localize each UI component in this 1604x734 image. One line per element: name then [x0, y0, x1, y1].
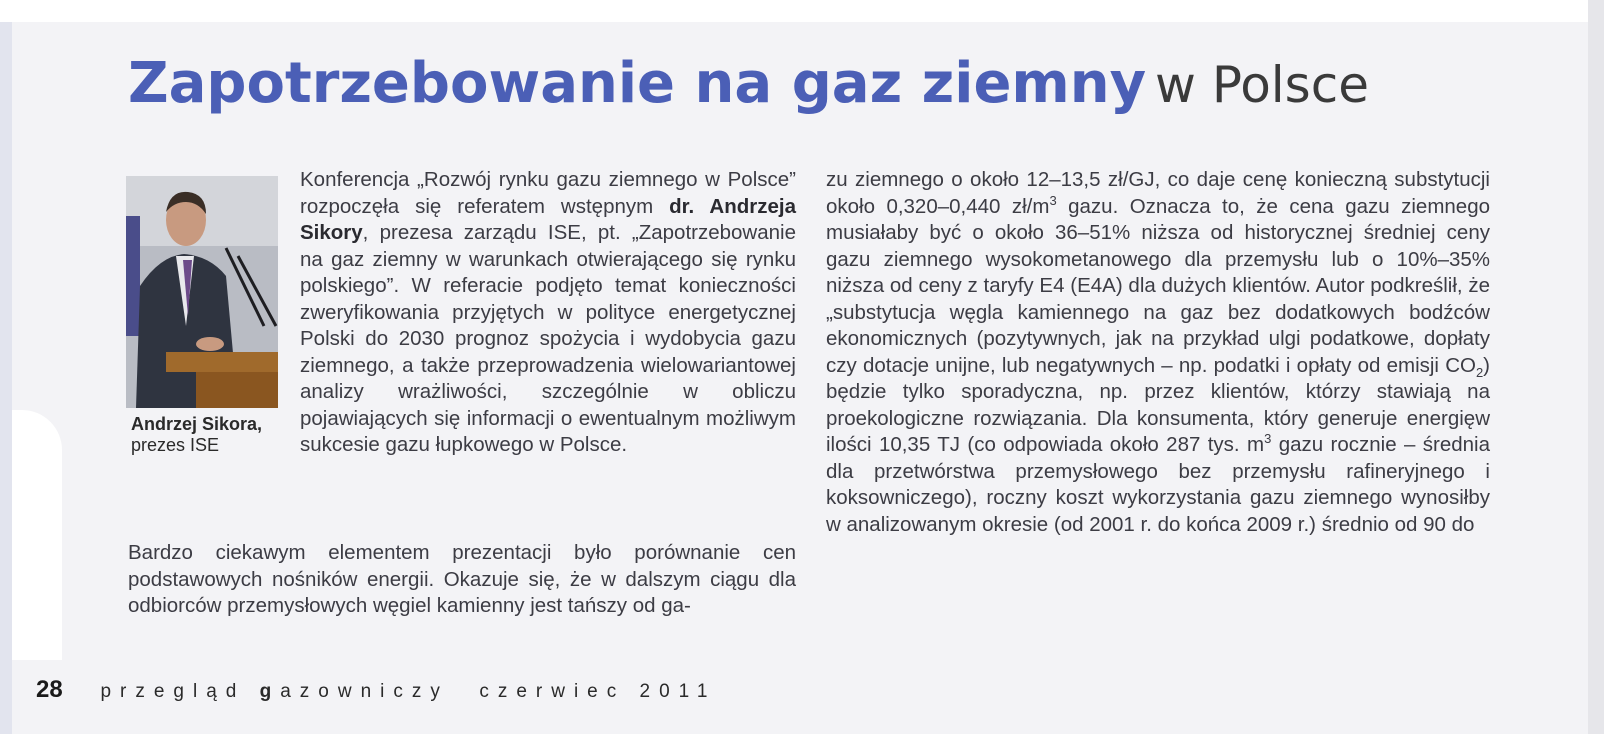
page-corner-shape: [12, 410, 62, 660]
photo-caption: [131, 414, 281, 456]
speaker-photo: [126, 176, 278, 408]
article-title: [128, 51, 1369, 116]
caption-role: prezes ISE: [131, 435, 220, 455]
issue-date: czerwiec 2011: [479, 681, 717, 702]
superscript-3b: 3: [1264, 431, 1272, 447]
binding-edge: [0, 22, 12, 734]
magazine-name-part1: przegląd: [100, 681, 260, 702]
subscript-2: 2: [1475, 364, 1484, 380]
paragraph-2-text: Bardzo ciekawym elementem prezentacji było porównanie cen podstawowych nośników energii. Okazuje się, że w dalszym ciągu dla odbiorców przemysłowych węgiel kamienny jest tańszy od ga-: [128, 541, 796, 617]
top-margin: [0, 0, 1604, 22]
magazine-name-g: g: [259, 681, 281, 702]
intro-text-1: Konferencja „Rozwój rynku gazu ziemnego w Polsce” rozpoczęła się referatem wstępnym: [300, 168, 796, 218]
col2-text-4: gazu rocznie – średnia dla przetwórstwa przemysłowego bez przemysłu rafineryjnego i koksowniczego), roczny koszt wykorzystania gazu ziemnego wynosiłby w analizowanym okresie (od 2001 r. do końca 2009 r.) średnio od 90 do: [826, 433, 1490, 536]
title-bold-part: Zapotrzebowanie na gaz ziemny: [128, 51, 1147, 116]
intro-text-2: , prezesa zarządu ISE, pt. „Zapotrzebowanie na gaz ziemny w warunkach otwierającego się rynku polskiego”. W referacie podjęto temat konieczności zweryfikowania przyjętych w polityce energetycznej Polski do 2030 prognoz spożycia i wydobycia gazu ziemnego, a także przeprowadzenia wielowariantowej analizy wrażliwości, szczególnie w obliczu pojawiających się informacji o ewentualnym możliwym sukcesie gazu łupkowego w Polsce.: [300, 221, 796, 456]
col2-text-3: ) będzie tylko sporadyczna, np. przez klientów, którzy stawiają na proekologiczne rozwiązania. Dla konsumenta, który generuje energięw ilości 10,35 TJ (co odpowiada około 287 tys. m: [826, 353, 1490, 456]
col2-text-2: gazu. Oznacza to, że cena gazu ziemnego musiałaby być o około 36–51% niższa od historycznej średniej ceny gazu ziemnego wysokometanowego dla przemysłu lub o 10%–35% niższa od ceny z taryfy E4 (E4A) dla dużych klientów. Autor podkreślił, że „substytucja węgla kamiennego na gaz bez dodatkowych bodźców ekonomicznych (pozytywnych, jak na przykład ulgi podatkowe, dopłaty czy dotacje unijne, lub negatywnych – np. podatki i opłaty od emisji CO: [826, 194, 1490, 377]
title-light-part: w Polsce: [1155, 56, 1369, 114]
second-paragraph: [128, 540, 796, 620]
intro-paragraph: [300, 167, 796, 459]
speaker-illustration: [126, 176, 278, 408]
page-footer: [36, 676, 716, 704]
caption-name: Andrzej Sikora,: [131, 414, 263, 434]
speaker-name: dr. Andrzeja Sikory: [300, 194, 796, 244]
magazine-name: [100, 681, 448, 702]
scan-edge: [1588, 0, 1604, 734]
page-number: 28: [36, 676, 63, 703]
right-column: [826, 167, 1490, 538]
magazine-name-part2: azowniczy: [280, 681, 449, 702]
superscript-3a: 3: [1049, 192, 1057, 208]
col2-text-1: zu ziemnego o około 12–13,5 zł/GJ, co daje cenę konieczną substytucji około 0,320–0,440 zł/m: [826, 168, 1490, 218]
